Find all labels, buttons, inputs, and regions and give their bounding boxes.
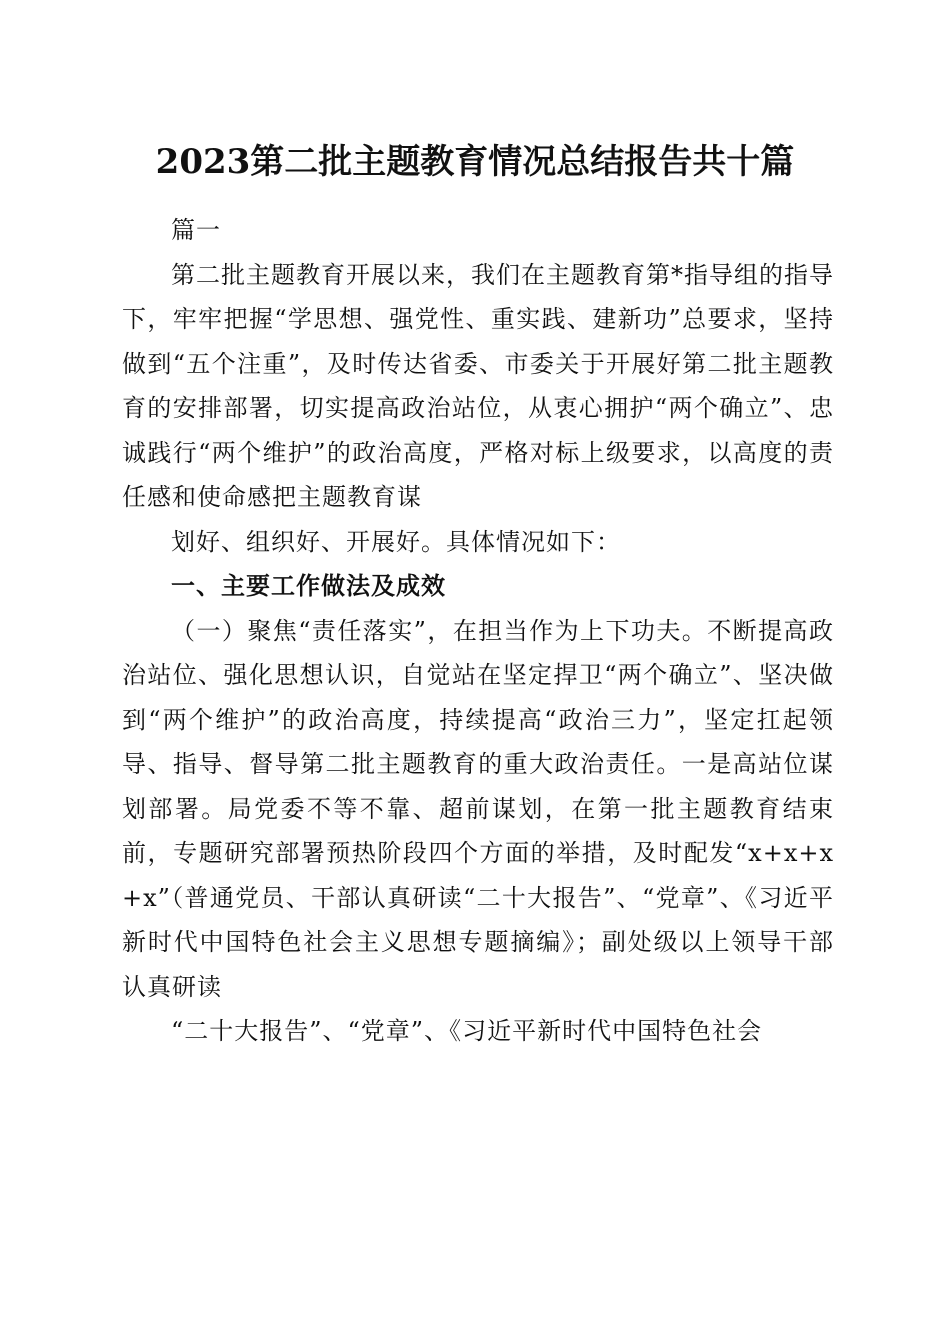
document-title: 2023第二批主题教育情况总结报告共十篇 (155, 142, 795, 182)
paragraph: 第二批主题教育开展以来，我们在主题教育第*指导组的指导下，牢牢把握“学思想、强党性、重实践、建新功”总要求，坚持做到“五个注重”，及时传达省委、市委关于开展好第二批主题教育的安排部署，切实提高政治站位，从衷心拥护“两个确立”、忠诚践行“两个维护”的政治高度，严格对标上级要求，以高度的责任感和使命感把主题教育谋 (122, 260, 834, 511)
paragraph: 划好、组织好、开展好。具体情况如下： (171, 527, 621, 556)
paragraph: （一）聚焦“责任落实”，在担当作为上下功夫。不断提高政治站位、强化思想认识，自觉站在坚定捍卫“两个确立”、坚决做到“两个维护”的政治高度，持续提高“政治三力”，坚定扛起领导、指导、督导第二批主题教育的重大政治责任。一是高站位谋划部署。局党委不等不靠、超前谋划，在第一批主题教育结束前，专题研究部署预热阶段四个方面的举措，及时配发“x+x+x+x”（普通党员、干部认真研读“二十大报告”、“党章”、《习近平新时代中国特色社会主义思想专题摘编》；副处级以上领导干部认真研读 (122, 616, 834, 1001)
section-heading: 一、主要工作做法及成效 (171, 572, 446, 600)
paragraph: “二十大报告”、“党章”、《习近平新时代中国特色社会 (171, 1017, 763, 1045)
section-label: 篇一 (171, 216, 221, 244)
document-body (122, 208, 834, 1054)
